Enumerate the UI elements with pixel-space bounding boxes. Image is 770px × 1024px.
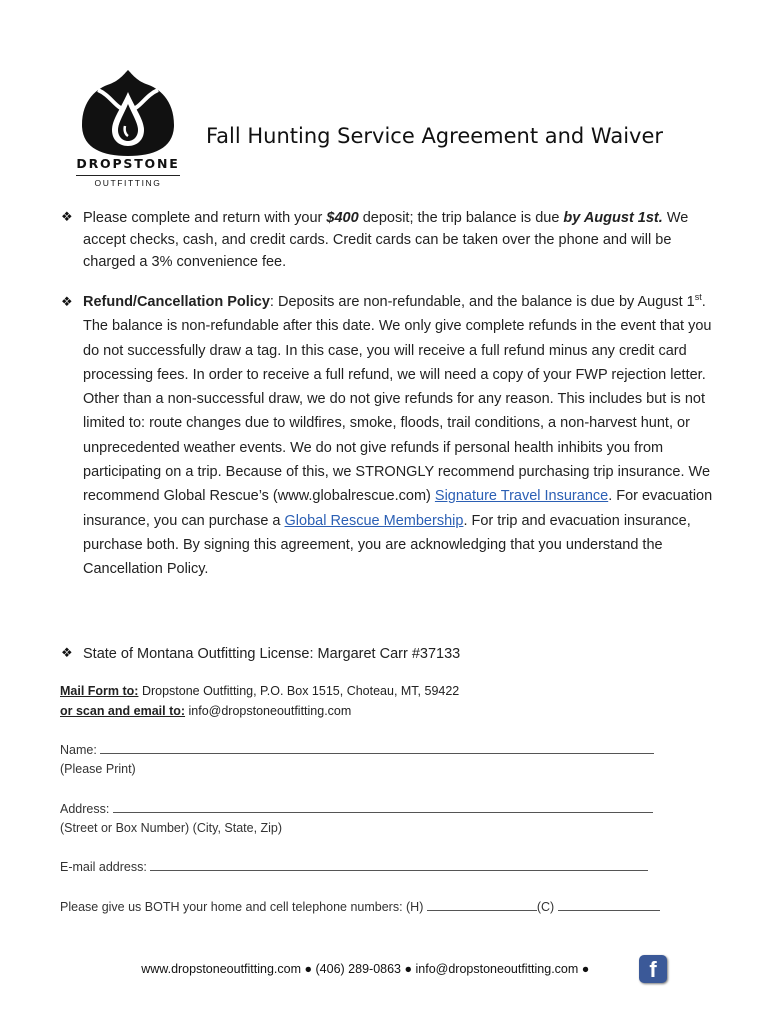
home-phone-input-line[interactable]	[427, 899, 537, 911]
name-hint: (Please Print)	[60, 762, 136, 776]
name-input-line[interactable]	[100, 742, 654, 754]
logo-divider	[76, 175, 180, 176]
email-input-line[interactable]	[150, 859, 648, 871]
diamond-bullet-icon: ❖	[61, 645, 73, 660]
address-field: Address:	[60, 801, 653, 816]
deposit-paragraph: Please complete and return with your $400 deposit; the trip balance is due by August 1st. We accept checks, cash, and credit cards. Credit cards can be taken over the phone and will be charged a 3% convenience fee.	[83, 210, 689, 270]
scan-email-label: or scan and email to:	[60, 704, 186, 718]
page-title: Fall Hunting Service Agreement and Waiver	[206, 124, 664, 148]
refund-policy-label: Refund/Cancellation Policy	[83, 294, 270, 310]
dropstone-logo-icon	[72, 70, 184, 192]
deposit-amount: $400	[326, 210, 359, 226]
mail-form-label: Mail Form to:	[60, 684, 139, 698]
signature-travel-insurance-link[interactable]: Signature Travel Insurance	[434, 488, 609, 505]
address-input-line[interactable]	[113, 801, 653, 813]
diamond-bullet-icon: ❖	[61, 209, 73, 224]
due-date: by August 1st.	[563, 210, 663, 226]
diamond-bullet-icon: ❖	[61, 294, 73, 309]
footer-phone: (406) 289-0863	[315, 962, 401, 976]
cell-phone-input-line[interactable]	[558, 899, 660, 911]
global-rescue-membership-link[interactable]: Global Rescue Membership	[284, 512, 464, 529]
logo-subtitle: OUTFITTING	[94, 178, 162, 188]
logo-name: DROPSTONE	[76, 156, 180, 171]
email-field: E-mail address:	[60, 859, 648, 874]
email-line: or scan and email to: info@dropstoneoutfitting.com	[60, 704, 352, 718]
facebook-icon[interactable]: f	[639, 955, 667, 983]
footer-email[interactable]: info@dropstoneoutfitting.com	[415, 962, 579, 976]
footer-website[interactable]: www.dropstoneoutfitting.com	[141, 962, 302, 976]
footer: www.dropstoneoutfitting.com ● (406) 289-0863 ● info@dropstoneoutfitting.com ●	[141, 962, 593, 976]
mail-line: Mail Form to: Dropstone Outfitting, P.O. Box 1515, Choteau, MT, 59422	[60, 684, 460, 698]
phone-field: Please give us BOTH your home and cell telephone numbers: (H) (C)	[60, 899, 660, 914]
refund-policy-paragraph: Refund/Cancellation Policy: Deposits are non-refundable, and the balance is due by August 1st. The balance is non-refundable after this date. We only give complete refunds in the event that you do not successfully draw a tag. In this case, you will receive a full refund minus any credit card processing fees. In order to receive a full refund, we will need a copy of your FWP rejection letter. Other than a non-successful draw, we do not give refunds for any reason. This includes but is not limited to: route changes due to wildfires, smoke, floods, trail conditions, a non-harvest hunt, or unprecedented weather events. We do not give refunds if personal health inhibits you from participating on a trip. Because of this, we STRONGLY recommend purchasing trip insurance. We recommend Global Rescue’s (www.globalrescue.com) Signature Travel Insurance. For evacuation insurance, you can purchase a Global Rescue Membership. For trip and evacuation insurance, purchase both. By signing this agreement, you are acknowledging that you understand the Cancellation Policy.	[83, 292, 713, 578]
name-field: Name:	[60, 742, 654, 757]
address-hint: (Street or Box Number) (City, State, Zip)	[60, 821, 283, 835]
license-paragraph: State of Montana Outfitting License: Margaret Carr #37133	[83, 646, 461, 662]
